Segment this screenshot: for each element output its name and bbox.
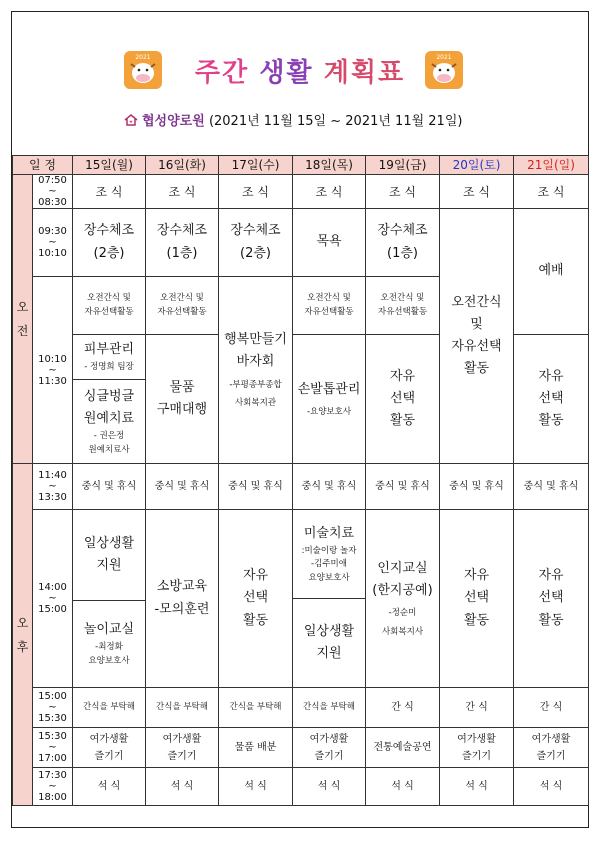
cell-thu-afternoon (293, 510, 366, 688)
cell-leisure: 여가생활 즐기기 (440, 728, 514, 768)
header-row (13, 156, 589, 175)
cell-exercise: 장수체조 (1층) (146, 209, 219, 277)
cell-horticulture: 싱글벙글 원예치료 - 권은정 원예치료사 (83, 388, 135, 455)
cell-breakfast: 조 식 (73, 175, 146, 209)
cell-happy-bazaar: 행복만들기 바자회 -부평종부종합 사회복지관 (219, 277, 293, 464)
cell-breakfast: 조 식 (366, 175, 440, 209)
cell-fire-edu: 소방교육 -모의훈련 (146, 510, 219, 688)
cell-snack: 간 식 (440, 688, 514, 728)
cell-dinner: 석 식 (514, 768, 589, 806)
cell-dinner: 석 식 (366, 768, 440, 806)
ox-mascot-icon (424, 50, 464, 90)
section-am: 오 전 (13, 175, 33, 464)
cell-snack-free: 오전간식 및 자유선택활동 (146, 277, 219, 335)
day-sun: 21일(일) (514, 156, 589, 175)
cell-lunch: 중식 및 휴식 (514, 464, 589, 510)
cell-free-act: 자유 선택 활동 (440, 510, 514, 688)
title-word-2: 생활 (259, 58, 314, 88)
section-pm: 오 후 (13, 464, 33, 806)
time-morning2: 10:10 ~ 11:30 (33, 277, 73, 464)
svg-text:2021: 2021 (436, 54, 452, 61)
subtitle (124, 110, 462, 129)
day-tue: 16일(화) (146, 156, 219, 175)
cell-dinner: 석 식 (219, 768, 293, 806)
cell-leisure: 여가생활 즐기기 (73, 728, 146, 768)
cell-lunch: 중식 및 휴식 (293, 464, 366, 510)
cell-leisure: 여가생활 즐기기 (293, 728, 366, 768)
org-name: 협성양로원 (142, 114, 205, 129)
cell-lunch: 중식 및 휴식 (73, 464, 146, 510)
cell-exercise: 장수체조 (2층) (73, 209, 146, 277)
cell-snack-help: 간식을 부탁해 (219, 688, 293, 728)
cell-dinner: 석 식 (440, 768, 514, 806)
time-leisure: 15:30 ~ 17:00 (33, 728, 73, 768)
cell-snack-help: 간식을 부탁해 (293, 688, 366, 728)
cell-snack: 간 식 (366, 688, 440, 728)
cell-free-act: 자유 선택 활동 (366, 335, 440, 464)
house-icon (124, 114, 138, 126)
cell-free-act: 자유 선택 활동 (514, 510, 589, 688)
cell-daily-life: 일상생활 지원 (73, 510, 145, 601)
cell-nail-care: 손발톱관리 -요양보호사 (293, 335, 366, 464)
svg-text:2021: 2021 (135, 54, 151, 61)
day-wed: 17일(수) (219, 156, 293, 175)
schedule-label: 일 정 (13, 156, 73, 175)
cell-snack: 간 식 (514, 688, 589, 728)
cell-breakfast: 조 식 (293, 175, 366, 209)
cell-snack-help: 간식을 부탁해 (73, 688, 146, 728)
day-thu: 18일(목) (293, 156, 366, 175)
schedule-table (12, 155, 589, 806)
cell-goods: 물품 구매대행 (146, 335, 219, 464)
cell-worship: 예배 (514, 209, 589, 335)
cell-lunch: 중식 및 휴식 (440, 464, 514, 510)
day-fri: 19일(금) (366, 156, 440, 175)
cell-sat-morning: 오전간식 및 자유선택 활동 (440, 209, 514, 464)
title-word-3: 계획표 (323, 58, 406, 88)
cell-dinner: 석 식 (73, 768, 146, 806)
cell-breakfast: 조 식 (146, 175, 219, 209)
cell-lunch: 중식 및 휴식 (219, 464, 293, 510)
cell-exercise: 장수체조 (2층) (219, 209, 293, 277)
cell-free-act: 자유 선택 활동 (219, 510, 293, 688)
cell-skin-care: 피부관리 - 정명희 팀장 (73, 335, 145, 380)
cell-breakfast: 조 식 (514, 175, 589, 209)
time-morning1: 09:30 ~ 10:10 (33, 209, 73, 277)
cell-play-class: 놀이교실 -최정화 요양보호사 (83, 622, 135, 667)
day-mon: 15일(월) (73, 156, 146, 175)
cell-mon-afternoon (73, 510, 146, 688)
cell-snack-help: 간식을 부탁해 (146, 688, 219, 728)
title (12, 52, 588, 96)
cell-lunch: 중식 및 휴식 (146, 464, 219, 510)
cell-lunch: 중식 및 휴식 (366, 464, 440, 510)
cell-daily-life: 일상생활 지원 (303, 623, 355, 661)
time-dinner: 17:30 ~ 18:00 (33, 768, 73, 806)
cell-free-act: 자유 선택 활동 (514, 335, 589, 464)
cell-art-therapy: 미술치료 :미술이랑 놀자 -김주미애 요양보호사 (293, 510, 365, 599)
cell-leisure: 여가생활 즐기기 (146, 728, 219, 768)
cell-mon-morning (73, 335, 146, 464)
header (12, 12, 588, 140)
cell-goods-dist: 물품 배분 (219, 728, 293, 768)
cell-leisure: 여가생활 즐기기 (514, 728, 589, 768)
period: (2021년 11월 15일 ~ 2021년 11월 21일) (208, 114, 463, 129)
cell-snack-free: 오전간식 및 자유선택활동 (73, 277, 146, 335)
time-lunch: 11:40 ~ 13:30 (33, 464, 73, 510)
cell-dinner: 석 식 (293, 768, 366, 806)
time-afternoon: 14:00 ~ 15:00 (33, 510, 73, 688)
time-breakfast: 07:50 ~ 08:30 (33, 175, 73, 209)
time-snack: 15:00 ~ 15:30 (33, 688, 73, 728)
cell-dinner: 석 식 (146, 768, 219, 806)
cell-breakfast: 조 식 (440, 175, 514, 209)
cell-snack-free: 오전간식 및 자유선택활동 (293, 277, 366, 335)
day-sat: 20일(토) (440, 156, 514, 175)
cell-bath: 목욕 (293, 209, 366, 277)
cell-snack-free: 오전간식 및 자유선택활동 (366, 277, 440, 335)
cell-cognitive: 인지교실 (한지공예) -정순미 사회복지사 (366, 510, 440, 688)
cell-tradition: 전통예술공연 (366, 728, 440, 768)
cell-exercise: 장수체조 (1층) (366, 209, 440, 277)
title-word-1: 주간 (194, 58, 250, 88)
cell-breakfast: 조 식 (219, 175, 293, 209)
